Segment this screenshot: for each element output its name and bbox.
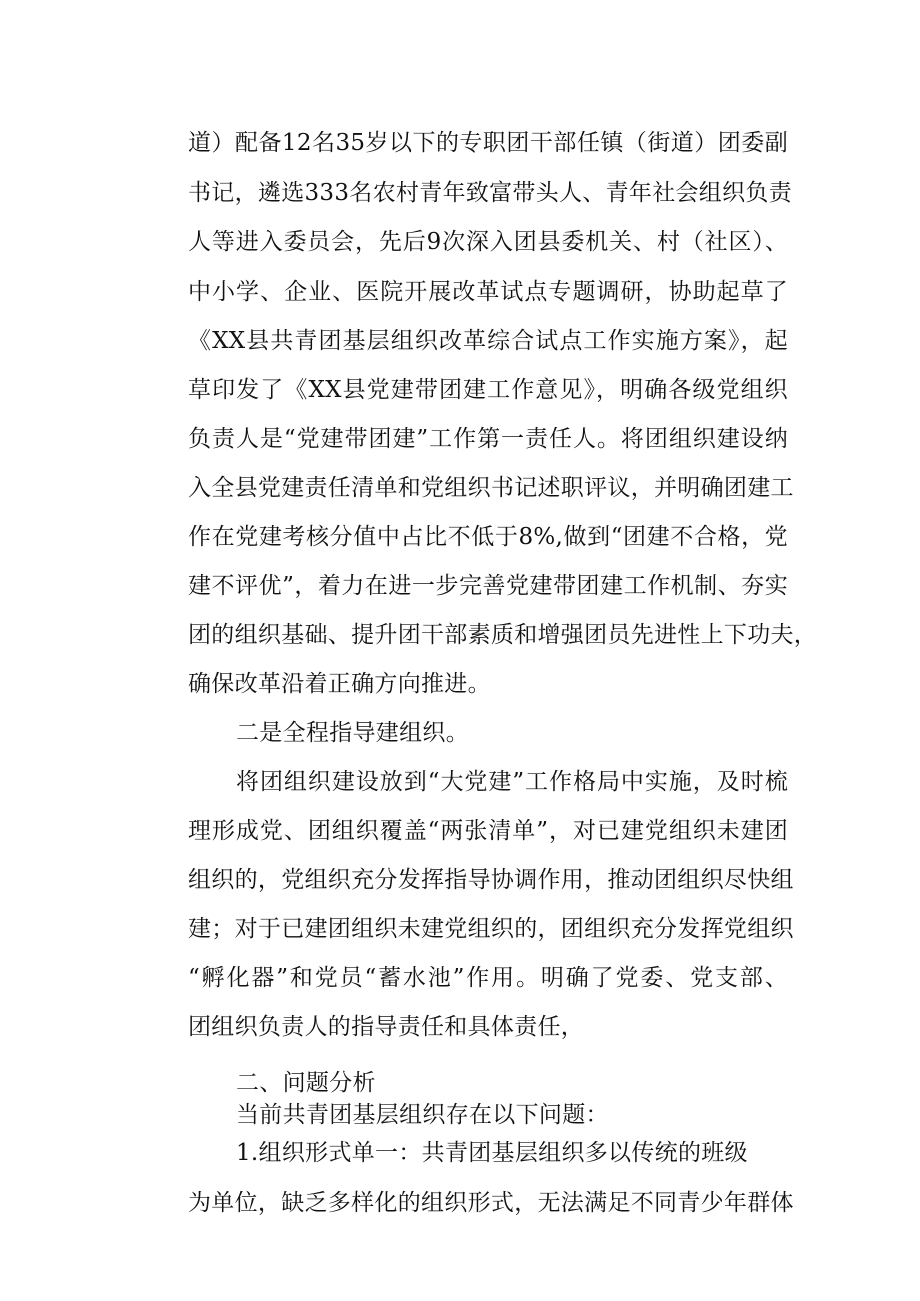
paragraph-line: 负责人是“党建带团建”工作第一责任人。将团组织建设纳: [188, 426, 788, 452]
paragraph-line: 将团组织建设放到“大党建”工作格局中实施，及时梳: [236, 769, 788, 795]
list-item-line: 1.组织形式单一：共青团基层组织多以传统的班级: [236, 1140, 748, 1166]
paragraph-line: 道）配备12名35岁以下的专职团干部任镇（街道）团委副: [188, 130, 788, 156]
paragraph-line: 确保改革沿着正确方向推进。: [188, 671, 491, 697]
paragraph-line: 理形成党、团组织覆盖“两张清单”，对已建党组织未建团: [188, 818, 788, 844]
paragraph-line: 草印发了《XX县党建带团建工作意见》，明确各级党组织: [188, 377, 788, 403]
paragraph-line: 建；对于已建团组织未建党组织的，团组织充分发挥党组织: [188, 916, 794, 942]
paragraph-line: 组织的，党组织充分发挥指导协调作用，推动团组织尽快组: [188, 867, 794, 893]
section-intro: 当前共青团基层组织存在以下问题：: [236, 1102, 609, 1128]
paragraph-line: 中小学、企业、医院开展改革试点专题调研，协助起草了: [188, 279, 788, 305]
subheading: 二是全程指导建组织。: [236, 720, 469, 746]
section-heading: 二、问题分析: [236, 1070, 376, 1096]
paragraph-line: 《XX县共青团基层组织改革综合试点工作实施方案》，起: [188, 328, 788, 354]
paragraph-line: 人等进入委员会，先后9次深入团县委机关、村（社区）、: [188, 229, 788, 255]
paragraph-line: “孵化器”和党员“蓄水池”作用。明确了党委、党支部、: [188, 965, 788, 991]
list-item-line: 为单位，缺乏多样化的组织形式，无法满足不同青少年群体: [188, 1190, 794, 1216]
paragraph-line: 建不评优”，着力在进一步完善党建带团建工作机制、夯实: [188, 573, 788, 599]
paragraph-line: 团的组织基础、提升团干部素质和增强团员先进性上下功夫，: [188, 622, 818, 648]
paragraph-line: 团组织负责人的指导责任和具体责任，: [188, 1014, 585, 1040]
paragraph-line: 入全县党建责任清单和党组织书记述职评议，并明确团建工: [188, 475, 794, 501]
paragraph-line: 作在党建考核分值中占比不低于8%,做到“团建不合格，党: [188, 524, 788, 550]
paragraph-line: 书记，遴选333名农村青年致富带头人、青年社会组织负责: [188, 180, 792, 206]
